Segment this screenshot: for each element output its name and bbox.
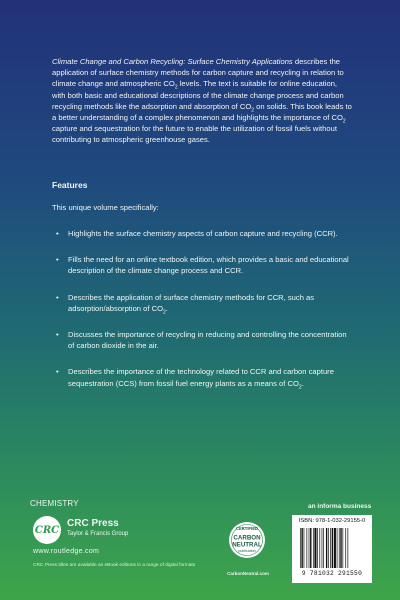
- cn-publication: publication: [238, 549, 256, 553]
- cn-carbon: CARBON: [233, 534, 261, 542]
- feature-item: [52, 366, 352, 391]
- ebook-note: CRC Press titles are available as eBook editions in a range of digital formats: [33, 563, 196, 568]
- publisher-website: www.routledge.com: [33, 548, 100, 555]
- feature-text: Highlights the surface chemistry aspects of carbon capture and recycling (CCR).: [68, 229, 338, 238]
- feature-text-end: .: [301, 378, 304, 388]
- features-list: [52, 228, 352, 404]
- isbn-barcode: [292, 515, 372, 583]
- description-text-3: on solids. This book leads to a better understanding of a complex phenomenon and highlights the importance of CO: [52, 101, 352, 123]
- feature-item: [52, 254, 352, 276]
- feature-item: [52, 228, 352, 239]
- feature-item: [52, 329, 352, 351]
- subscript-2: 2: [342, 118, 346, 125]
- feature-text: Fills the need for an online textbook edition, which provides a basic and educational description of the climate change process and CCR.: [68, 255, 349, 276]
- feature-text-end: .: [165, 303, 168, 313]
- cn-certified: CERTIFIED: [235, 526, 259, 531]
- feature-text: Describes the importance of the technology related to CCR and carbon capture sequestration (CCS) from fossil fuel energy plants as a means of CO: [68, 367, 334, 388]
- subscript-2: 2: [174, 84, 178, 91]
- publisher-name: CRC Press: [67, 518, 119, 529]
- features-heading: Features: [52, 180, 88, 190]
- informa-tagline: an informa business: [308, 503, 372, 510]
- subject-category: CHEMISTRY: [30, 499, 79, 508]
- subscript-2: 2: [298, 384, 302, 391]
- description-text-2: levels. The text is suitable for online education, with both basic and educational descriptions of the climate change process and carbon recycling methods like the adsorption and absorption of CO: [52, 79, 344, 111]
- feature-item: [52, 292, 352, 314]
- features-intro: This unique volume specifically:: [52, 203, 159, 212]
- carbon-neutral-url: CarbonNeutral.com: [227, 571, 269, 576]
- book-description: [52, 56, 352, 146]
- carbon-neutral-logo: [226, 518, 268, 568]
- description-text-4: capture and sequestration for the future to enable the utilization of fossil fuels without contributing to atmospheric greenhouse gases.: [52, 124, 337, 145]
- crc-logo-text: CRC: [34, 524, 60, 536]
- barcode-bars: [299, 528, 365, 568]
- isbn-number: ISBN: 978-1-032-29155-0: [298, 518, 366, 524]
- cn-neutral: NEUTRAL: [232, 541, 262, 549]
- feature-text: Describes the application of surface chemistry methods for CCR, such as adsorption/absorption of CO: [68, 292, 315, 313]
- crc-press-logo: [33, 516, 61, 544]
- description-text-1: describes the application of surface chemistry methods for carbon capture and recycling in relation to climate change and atmospheric CO: [52, 57, 344, 89]
- publisher-group: Taylor & Francis Group: [67, 531, 129, 537]
- book-title: Climate Change and Carbon Recycling: Surface Chemistry Applications: [52, 57, 293, 66]
- barcode-digits: 9 781032 291550: [301, 570, 363, 577]
- feature-text: Discusses the importance of recycling in reducing and controlling the concentration of carbon dioxide in the air.: [68, 330, 347, 351]
- subscript-2: 2: [251, 107, 255, 114]
- subscript-2: 2: [162, 309, 166, 316]
